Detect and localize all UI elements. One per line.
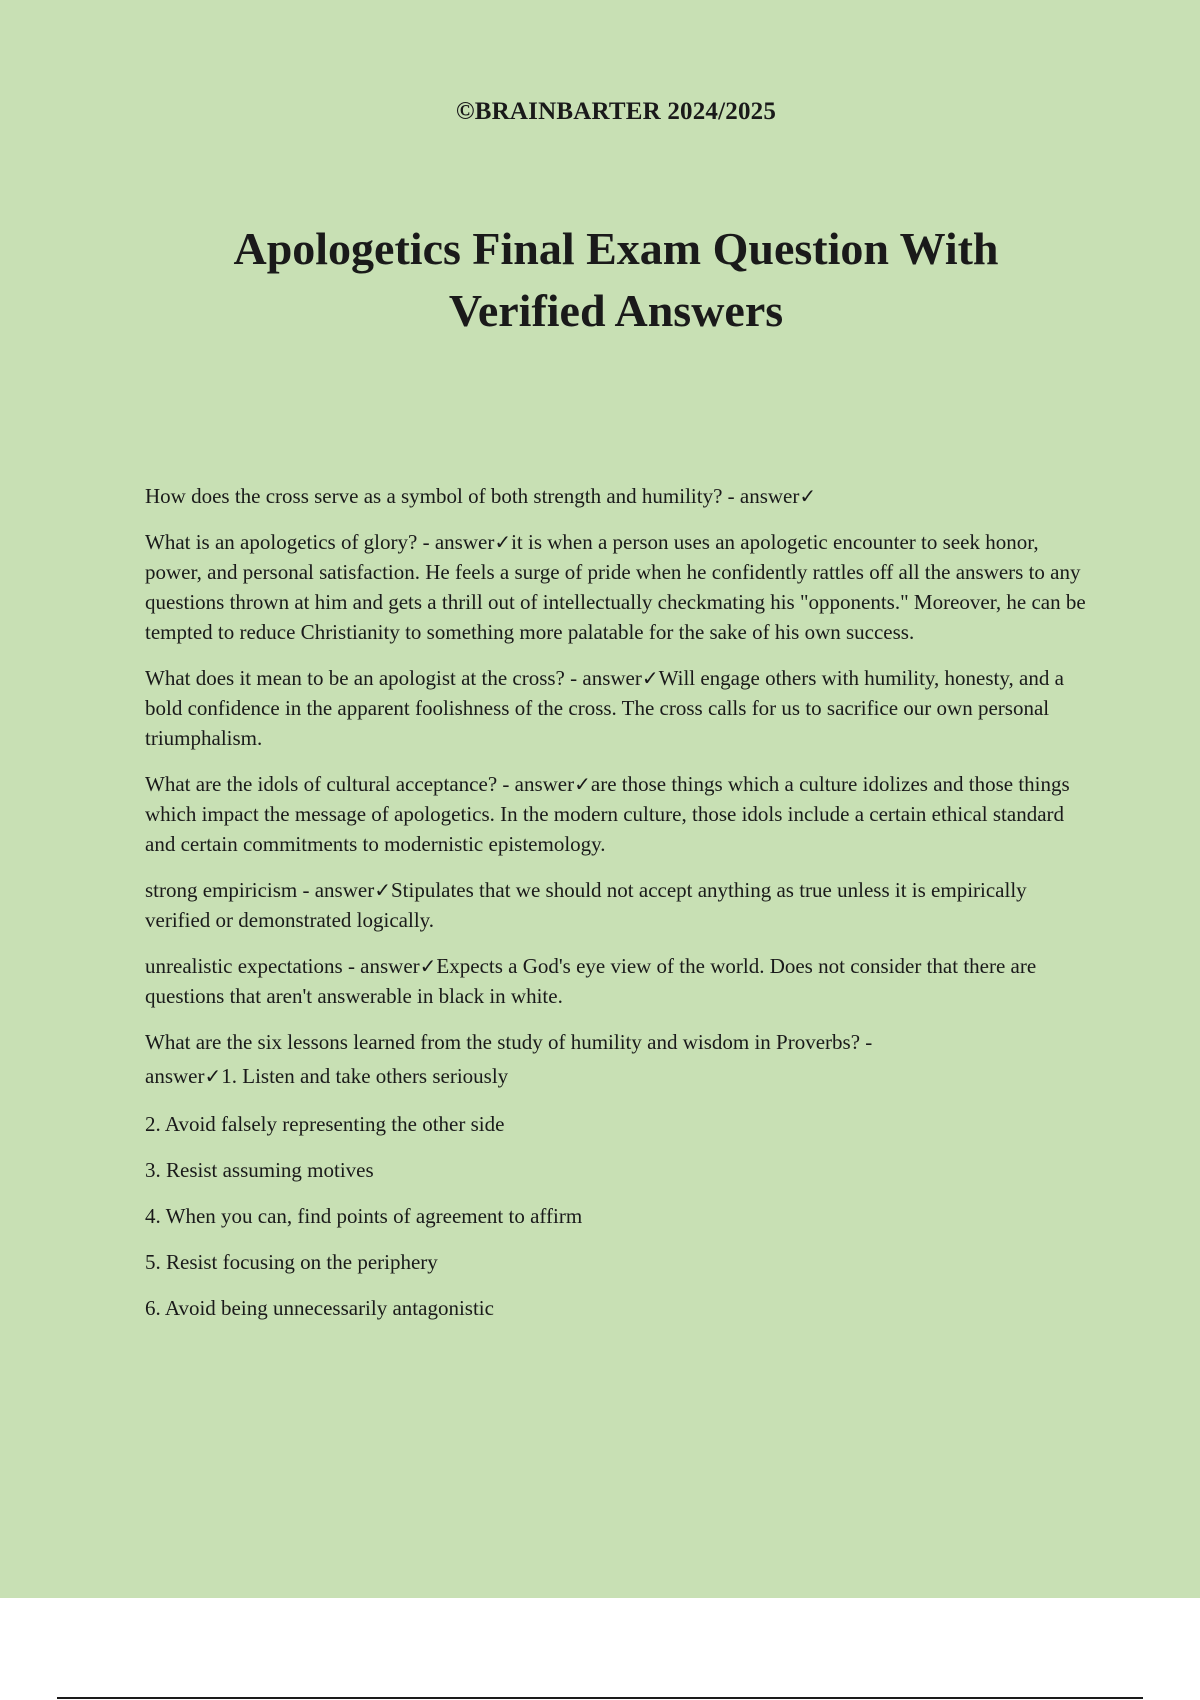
document-title (0, 218, 1200, 342)
answer-marker: - answer (564, 666, 642, 690)
list-item: 4. When you can, find points of agreement to affirm (145, 1204, 583, 1228)
answer-text: Expects a God's eye view of the world. Does not consider that there are questions that aren't answerable in black in white. (145, 954, 1037, 1008)
answer-marker: - answer (417, 530, 495, 554)
question-text: strong empiricism (145, 878, 298, 902)
check-icon: ✓ (574, 772, 591, 796)
title-line-1: Apologetics Final Exam Question With (233, 223, 999, 274)
answer-marker: - answer (297, 878, 375, 902)
check-icon: ✓ (494, 530, 512, 554)
list-item: 5. Resist focusing on the periphery (145, 1250, 438, 1274)
question-text: unrealistic expectations (145, 954, 343, 978)
qa-content (145, 481, 1095, 1339)
list-item: 2. Avoid falsely representing the other side (145, 1112, 505, 1136)
question-text: What does it mean to be an apologist at the cross? (145, 666, 565, 690)
qa-item-6 (145, 951, 1095, 1011)
question-text: What is an apologetics of glory? (145, 530, 418, 554)
copyright-header: ©BRAINBARTER 2024/2025 (455, 98, 777, 125)
check-icon: ✓ (374, 878, 391, 902)
answer-marker: - answer (342, 954, 420, 978)
list-item: 3. Resist assuming motives (145, 1158, 374, 1182)
answer-text: Will engage others with humility, honesty, and a bold confidence in the apparent foolishness of the cross. The cross calls for us to sacrifice our own personal triumphalism. (145, 666, 1064, 750)
question-text: How does the cross serve as a symbol of both strength and humility? (145, 484, 723, 508)
answer-marker: - answer (722, 484, 800, 508)
answer-marker: - answer (497, 772, 575, 796)
title-line-2: Verified Answers (448, 285, 784, 336)
answer-text: 1. Listen and take others seriously (221, 1064, 509, 1088)
answer-marker: answer (145, 1064, 205, 1088)
answer-text: are those things which a culture idolizes and those things which impact the message of apologetics. In the modern culture, those idols include a certain ethical standard and certain commitments to modernistic epistemology. (145, 772, 1070, 856)
check-icon: ✓ (799, 484, 817, 508)
check-icon: ✓ (641, 666, 659, 690)
qa-item-4 (145, 769, 1095, 859)
check-icon: ✓ (419, 954, 437, 978)
question-text: What are the six lessons learned from the study of humility and wisdom in Proverbs? - (145, 1030, 873, 1054)
qa-item-1 (145, 481, 1095, 511)
question-text: What are the idols of cultural acceptance? (145, 772, 498, 796)
check-icon: ✓ (204, 1064, 222, 1088)
answer-text: it is when a person uses an apologetic encounter to seek honor, power, and personal satisfaction. He feels a surge of pride when he confidently rattles off all the answers to any questions thrown at him and gets a thrill out of intellectually checkmating his "opponents." Moreover, he can be tempted to reduce Christianity to something more palatable for the sake of his own success. (145, 530, 1086, 644)
answer-text: Stipulates that we should not accept anything as true unless it is empirically verified or demonstrated logically. (145, 878, 1027, 932)
qa-item-2 (145, 527, 1095, 647)
qa-item-3 (145, 663, 1095, 753)
qa-item-5 (145, 875, 1095, 935)
list-item: 6. Avoid being unnecessarily antagonistic (145, 1296, 494, 1320)
footer-divider (57, 1697, 1143, 1699)
qa-item-7 (145, 1025, 1095, 1093)
